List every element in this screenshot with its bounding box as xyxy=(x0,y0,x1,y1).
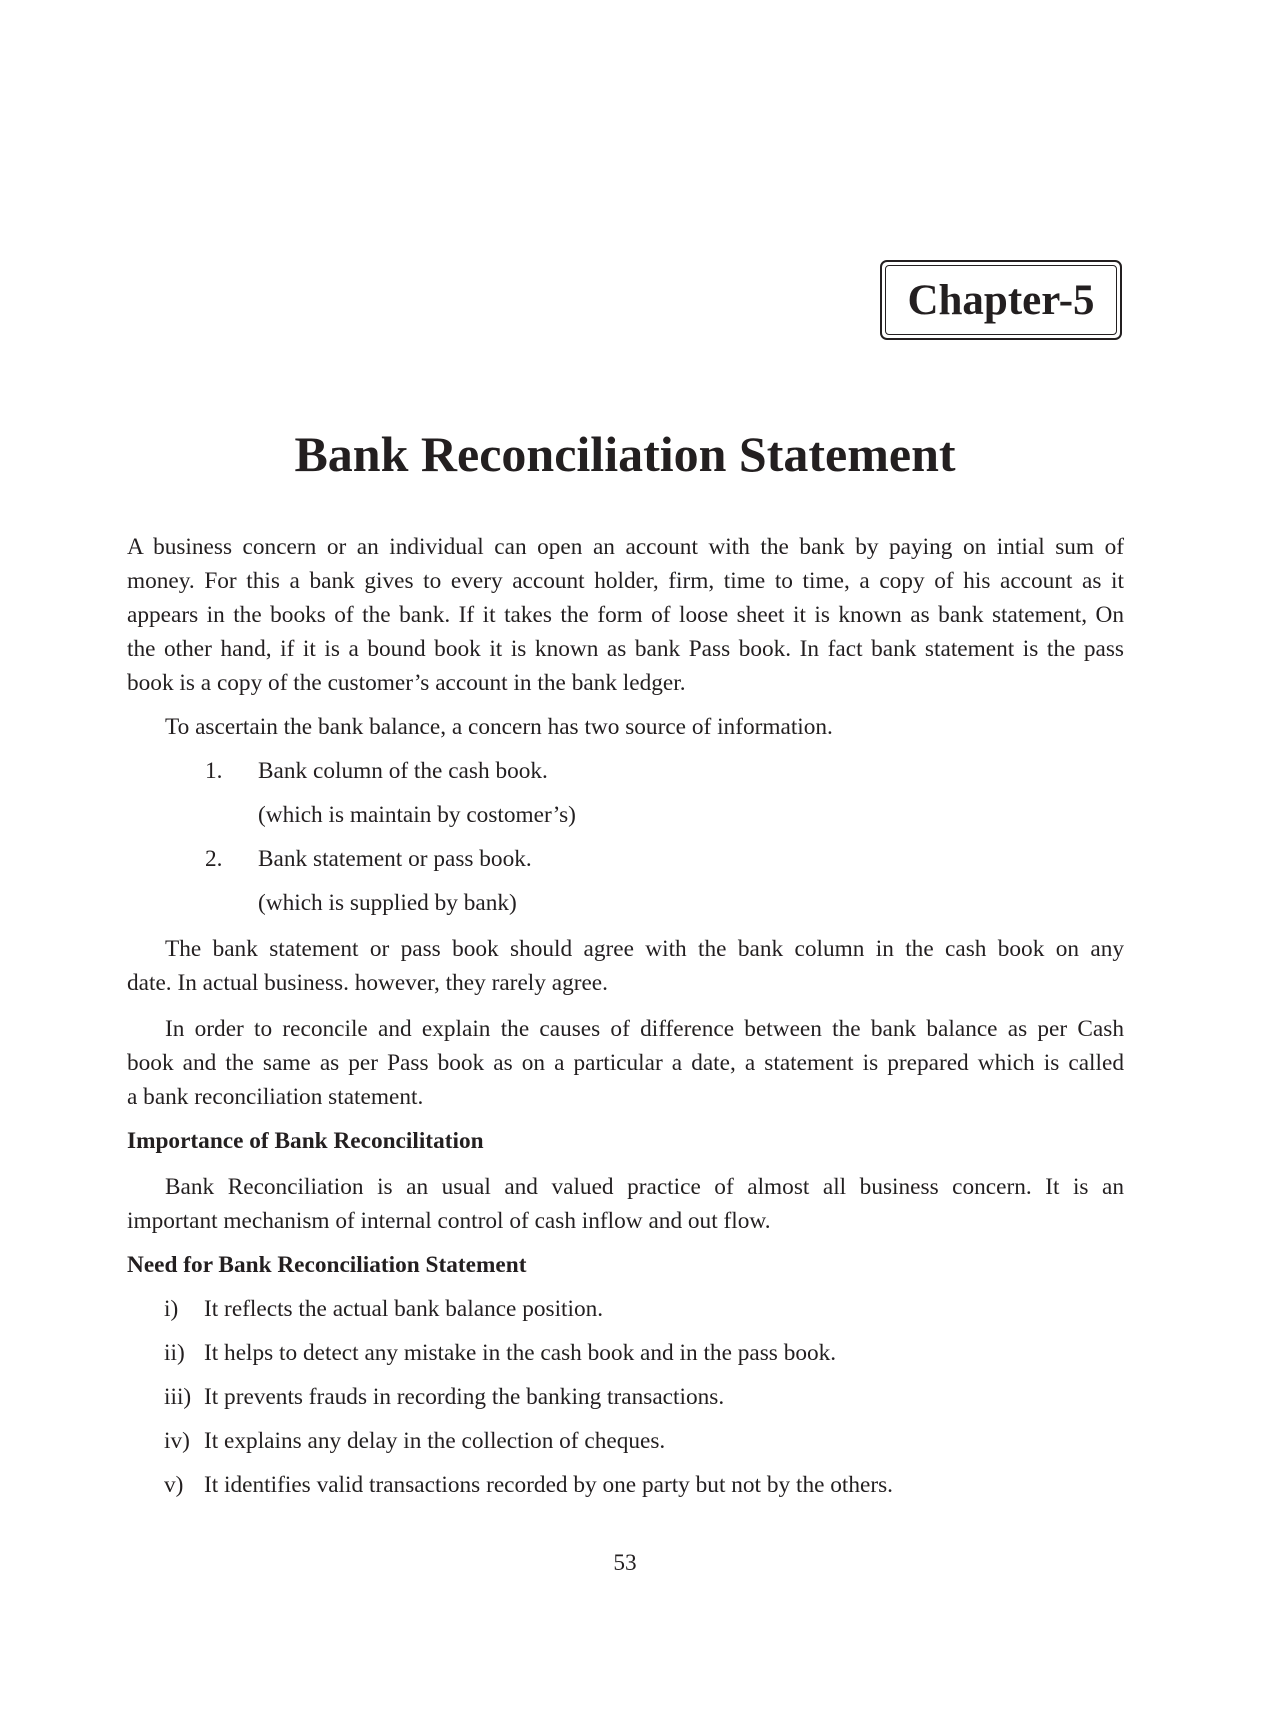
list-text: Bank statement or pass book. xyxy=(258,846,532,872)
text-line: book and the same as per Pass book as on a particular a date, a statement is prepared which is called xyxy=(127,1050,1124,1076)
sources-intro: To ascertain the bank balance, a concern has two source of information. xyxy=(165,714,833,740)
list-text: It reflects the actual bank balance position. xyxy=(204,1296,604,1322)
list-note: (which is maintain by costomer’s) xyxy=(258,802,576,828)
page-number: 53 xyxy=(613,1550,637,1576)
list-note: (which is supplied by bank) xyxy=(258,890,517,916)
text-line: date. In actual business. however, they rarely agree. xyxy=(127,970,608,996)
section-heading: Need for Bank Reconciliation Statement xyxy=(127,1252,527,1278)
text-line: important mechanism of internal control of cash inflow and out flow. xyxy=(127,1208,771,1234)
text-line: A business concern or an individual can open an account with the bank by paying on intial sum of xyxy=(127,534,1124,560)
text-line: In order to reconcile and explain the causes of difference between the bank balance as per Cash xyxy=(165,1016,1124,1042)
text-line: appears in the books of the bank. If it takes the form of loose sheet it is known as bank statement, On xyxy=(127,602,1124,628)
text-line: book is a copy of the customer’s account in the bank ledger. xyxy=(127,670,686,696)
list-text: It helps to detect any mistake in the cash book and in the pass book. xyxy=(204,1340,837,1366)
list-number: 2. xyxy=(205,846,223,872)
list-text: It prevents frauds in recording the banking transactions. xyxy=(204,1384,725,1410)
list-text: It identifies valid transactions recorded by one party but not by the others. xyxy=(204,1472,894,1498)
text-line: a bank reconciliation statement. xyxy=(127,1084,424,1110)
chapter-label: Chapter-5 xyxy=(885,265,1117,335)
list-numeral: v) xyxy=(164,1472,184,1498)
list-text: Bank column of the cash book. xyxy=(258,758,548,784)
list-numeral: iv) xyxy=(164,1428,190,1454)
text-line: the other hand, if it is a bound book it is known as bank Pass book. In fact bank statement is the pass xyxy=(127,636,1124,662)
chapter-label-box xyxy=(880,260,1122,340)
list-numeral: iii) xyxy=(164,1384,192,1410)
text-line: Bank Reconciliation is an usual and valued practice of almost all business concern. It is an xyxy=(165,1174,1124,1200)
text-line: The bank statement or pass book should agree with the bank column in the cash book on any xyxy=(165,936,1124,962)
list-numeral: i) xyxy=(164,1296,179,1322)
list-text: It explains any delay in the collection of cheques. xyxy=(204,1428,666,1454)
section-heading: Importance of Bank Reconcilitation xyxy=(127,1128,484,1154)
page-title: Bank Reconciliation Statement xyxy=(294,426,956,482)
list-numeral: ii) xyxy=(164,1340,185,1366)
text-line: money. For this a bank gives to every account holder, firm, time to time, a copy of his account as it xyxy=(127,568,1124,594)
list-number: 1. xyxy=(205,758,223,784)
